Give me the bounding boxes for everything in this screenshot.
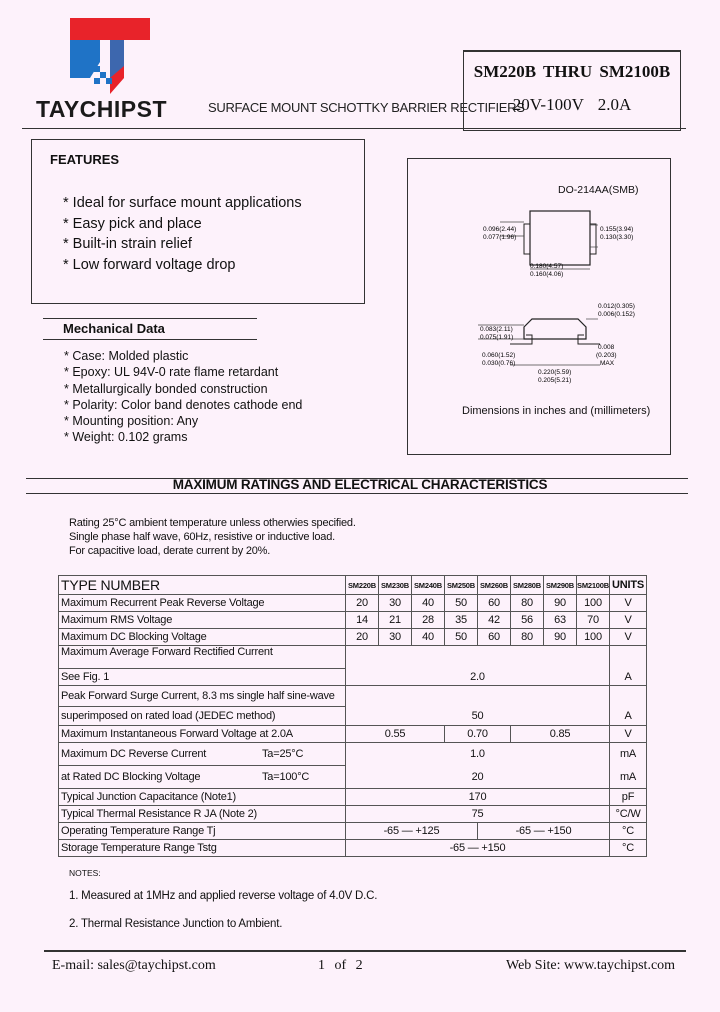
mechanical-item: * Weight: 0.102 grams [64,430,188,445]
rating-conditions [69,516,356,558]
param-label: Maximum DC Blocking Voltage [59,629,346,646]
notes-label: NOTES: [69,868,101,878]
dim-label: 0.060(1.52) [482,352,516,359]
cell: 50 [445,595,478,612]
brand-name: TAYCHIPST [36,96,168,122]
cell: 100 [577,629,610,646]
feature-item: * Built-in strain relief [63,236,192,252]
table-row [59,669,647,686]
dim-label: 0.030(0.76) [482,360,516,367]
param-label [59,766,346,789]
cell: 90 [544,595,577,612]
part-header: SM230B [379,576,412,595]
table-row [59,789,647,806]
condition-text: Ta=25°C [262,748,304,760]
dim-label: 0.155(3.94) [600,226,634,233]
unit: A [610,669,647,686]
mechanical-item: * Polarity: Color band denotes cathode end [64,397,303,412]
cell-blank [346,646,610,669]
cell: 2.0 [346,669,610,686]
footer-email: E-mail: sales@taychipst.com [52,958,216,973]
type-number-header: TYPE NUMBER [59,576,346,595]
header-divider [22,128,686,129]
dim-label: (0.203) [596,352,617,359]
feature-item: * Easy pick and place [63,215,202,232]
dim-label: 0.096(2.44) [483,226,517,233]
cell: 30 [379,629,412,646]
package-outline-box [407,158,671,455]
cell: 56 [511,612,544,629]
cell: 42 [478,612,511,629]
dim-label: 0.077(1.96) [483,234,517,241]
param-label: Peak Forward Surge Current, 8.3 ms single half sine-wave [59,686,346,707]
part-range: SM220B THRU SM2100B [473,62,671,81]
param-label: Maximum RMS Voltage [59,612,346,629]
unit: °C [610,840,647,857]
mechanical-item: * Case: Molded plastic [64,349,189,363]
table-row [59,629,647,646]
mechanical-item: * Metallurgically bonded construction [64,381,268,396]
cell: 20 [346,766,610,789]
ratings-title: MAXIMUM RATINGS AND ELECTRICAL CHARACTERISTICS [172,477,548,492]
unit: mA [610,743,647,766]
param-label-text: Maximum DC Reverse Current [61,748,207,760]
part-header: SM260B [478,576,511,595]
table-row [59,726,647,743]
features-box [31,139,365,304]
page-number: 1 of 2 [318,958,363,973]
dim-label: 0.006(0.152) [598,311,635,318]
unit: V [610,726,647,743]
dim-label: 0.205(5.21) [538,377,572,384]
condition-text: Ta=100°C [262,771,310,783]
cell: 50 [445,629,478,646]
unit: °C [610,823,647,840]
cell: -65 — +150 [346,840,610,857]
cell: 21 [379,612,412,629]
param-label: Typical Junction Capacitance (Note1) [59,789,346,806]
param-label: Storage Temperature Range Tstg [59,840,346,857]
table-header-row [59,576,647,595]
cell: 100 [577,595,610,612]
mechanical-list [64,348,302,446]
mechanical-item: * Mounting position: Any [64,414,199,429]
cell: -65 — +150 [478,823,610,840]
rating-condition: Single phase half wave, 60Hz, resistive or inductive load. [69,531,335,543]
voltage-current-rating: 20V-100V 2.0A [512,95,632,114]
dim-label: 0.160(4.06) [530,271,564,278]
features-title: FEATURES [50,152,120,167]
table-row [59,595,647,612]
cell: -65 — +125 [346,823,478,840]
param-label-line: Maximum Average Forward Rectified Current [61,646,273,658]
param-label: Maximum Instantaneous Forward Voltage at 2.0A [59,726,346,743]
package-name: DO-214AA(SMB) [558,184,639,196]
param-label [59,646,346,669]
cell: 0.55 [346,726,445,743]
table-row [59,806,647,823]
cell: 75 [346,806,610,823]
cell: 80 [511,595,544,612]
divider [43,339,257,340]
package-drawing [408,159,670,399]
feature-item: * Ideal for surface mount applications [63,195,302,211]
table-row [59,840,647,857]
cell: 0.85 [511,726,610,743]
dim-label: 0.130(3.30) [600,234,634,241]
cell: 60 [478,629,511,646]
table-row [59,646,647,669]
cell: 40 [412,629,445,646]
cell: 30 [379,595,412,612]
unit: A [610,707,647,726]
rating-condition: Rating 25°C ambient temperature unless otherwies specified. [69,517,356,529]
unit: °C/W [610,806,647,823]
footer-divider [44,950,686,952]
param-label-text: at Rated DC Blocking Voltage [61,771,201,783]
cell: 14 [346,612,379,629]
dim-label: 0.008 [598,344,615,351]
part-header: SM240B [412,576,445,595]
cell: 63 [544,612,577,629]
dim-label: 0.220(5.59) [538,369,572,376]
cell: 28 [412,612,445,629]
table-row [59,612,647,629]
param-label: Maximum Recurrent Peak Reverse Voltage [59,595,346,612]
part-header: SM290B [544,576,577,595]
param-label: Operating Temperature Range Tj [59,823,346,840]
part-header: SM2100B [577,576,610,595]
cell: 60 [478,595,511,612]
unit: V [610,595,647,612]
dim-label: 0.075(1.91) [480,334,514,341]
rating-condition: For capacitive load, derate current by 20%. [69,545,271,557]
cell: 70 [577,612,610,629]
features-list [63,193,302,275]
cell: 50 [346,707,610,726]
table-row [59,823,647,840]
footnote: 2. Thermal Resistance Junction to Ambient. [69,918,283,930]
unit: mA [610,766,647,789]
divider [43,318,257,319]
footer-website: Web Site: www.taychipst.com [506,958,676,973]
cell: 170 [346,789,610,806]
ratings-table [58,575,647,857]
table-row [59,766,647,789]
cell-blank [610,686,647,707]
mechanical-title: Mechanical Data [63,321,165,336]
part-header: SM220B [346,576,379,595]
cell: 1.0 [346,743,610,766]
cell: 40 [412,595,445,612]
part-header: SM280B [511,576,544,595]
table-row [59,743,647,766]
dim-label: 0.083(2.11) [480,326,513,333]
cell: 0.70 [445,726,511,743]
company-logo [70,18,150,94]
unit: V [610,629,647,646]
part-header: SM250B [445,576,478,595]
cell: 20 [346,629,379,646]
mechanical-item: * Epoxy: UL 94V-0 rate flame retardant [64,365,279,380]
footnote: 1. Measured at 1MHz and applied reverse voltage of 4.0V D.C. [69,890,378,902]
param-label: See Fig. 1 [59,669,346,686]
product-subtitle: SURFACE MOUNT SCHOTTKY BARRIER RECTIFIERS [208,100,525,115]
cell: 90 [544,629,577,646]
units-header: UNITS [610,576,647,595]
divider [26,493,688,494]
cell-blank [346,686,610,707]
param-label: superimposed on rated load (JEDEC method) [59,707,346,726]
cell: 20 [346,595,379,612]
param-label: Typical Thermal Resistance R JA (Note 2) [59,806,346,823]
unit: pF [610,789,647,806]
dimension-note: Dimensions in inches and (millimeters) [462,405,651,417]
cell: 35 [445,612,478,629]
table-row [59,707,647,726]
param-label [59,743,346,766]
part-range-box [463,50,681,131]
dim-label: 0.180(4.57) [530,263,564,270]
table-row [59,686,647,707]
unit: V [610,612,647,629]
dim-label: 0.012(0.305) [598,303,635,310]
dim-label: MAX [600,360,615,367]
cell: 80 [511,629,544,646]
cell-blank [610,646,647,669]
feature-item: * Low forward voltage drop [63,256,236,273]
